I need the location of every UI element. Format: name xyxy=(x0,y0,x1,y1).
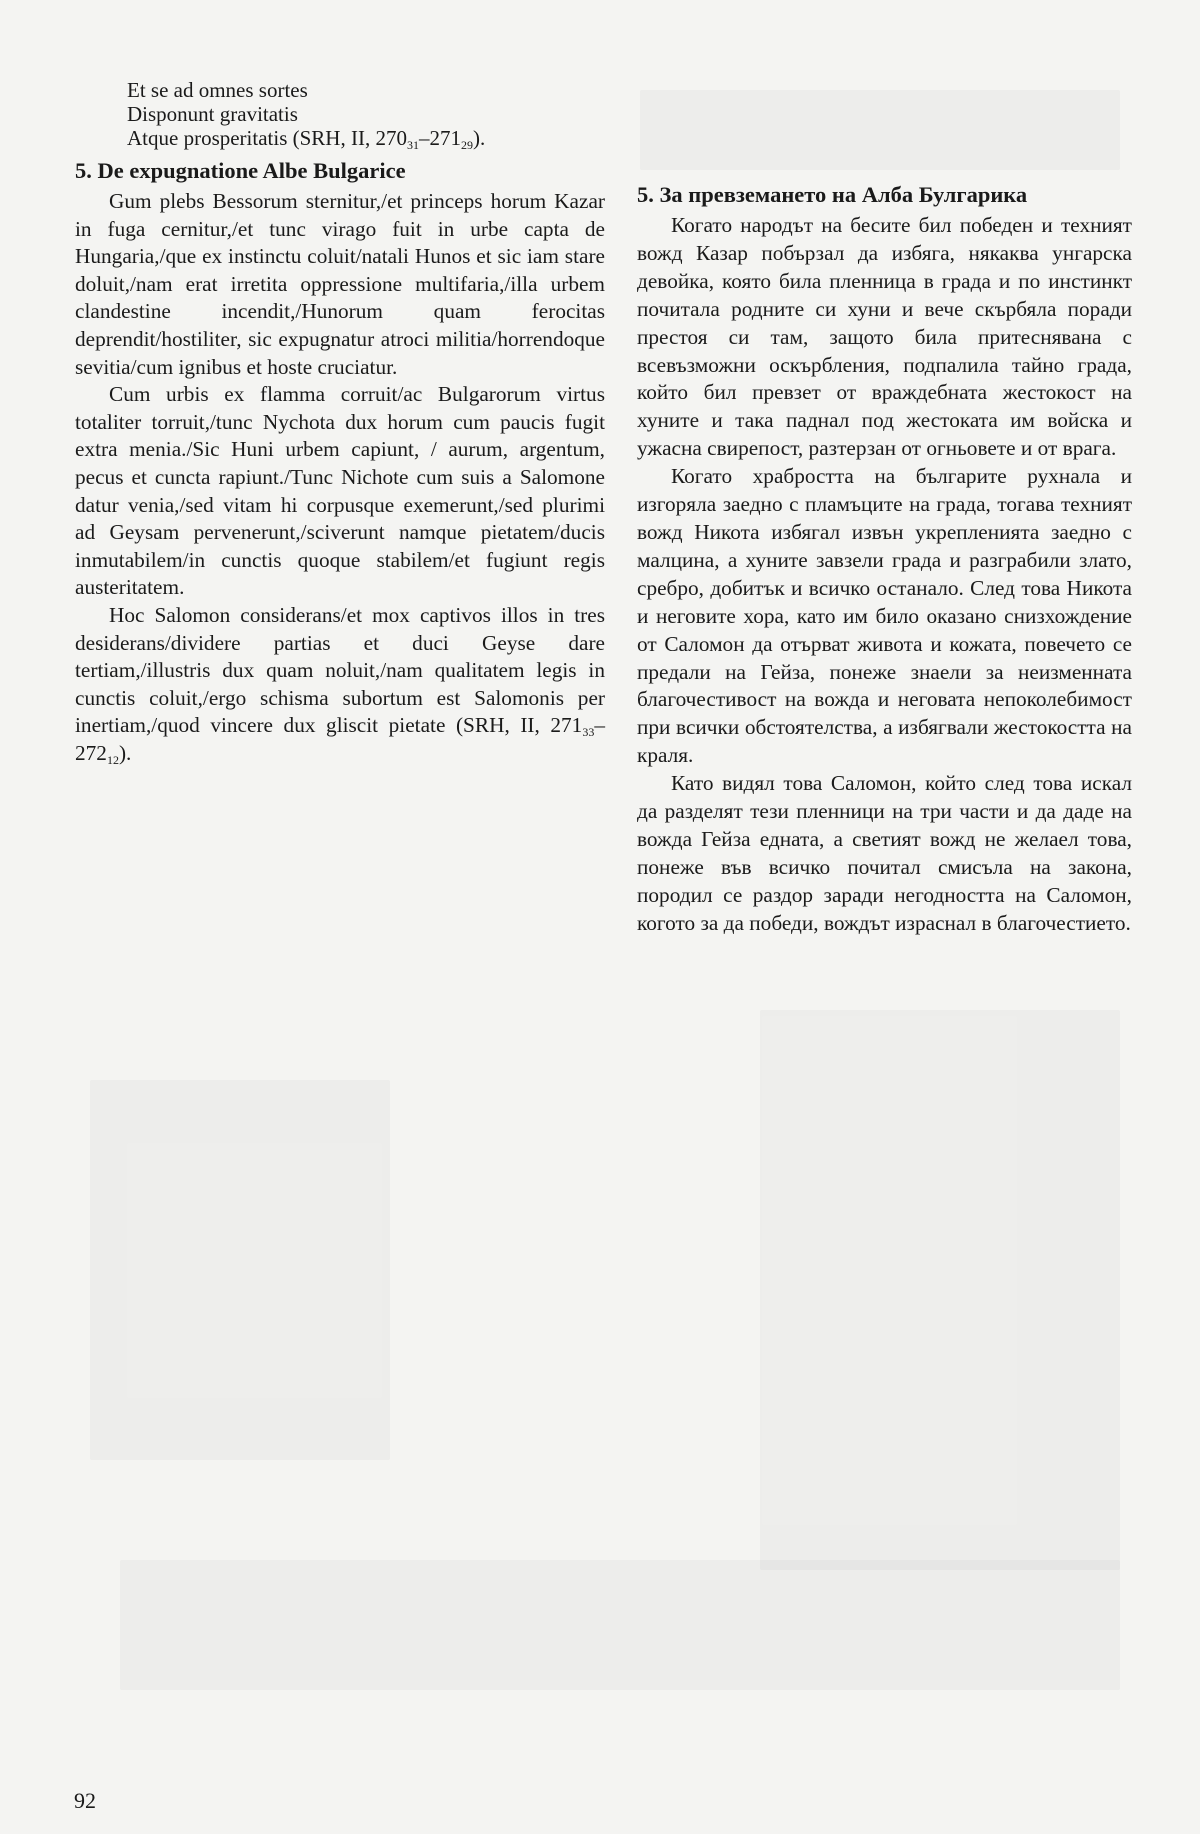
verse-line: Et se ad omnes sortes xyxy=(127,78,308,102)
latin-paragraph-2: Cum urbis ex flamma corruit/ac Bulgarorum virtus totaliter torruit,/tunc Nychota dux horum cum paucis fugit extra menia./Sic Huni urbem capiunt, / aurum, argentum, pecus et cuncta rapiunt./Tunc Nichote cum suis a Salomone datur venia,/sed vitam hi corpusque exemerunt,/sed plurimi ad Geysam pervenerunt,/sciverunt namque pietatem/ducis inmutabilem/in cunctis quoque stabilem/et fugiunt regis austeritatem. xyxy=(75,382,605,600)
latin-p3-end: ). xyxy=(118,740,132,765)
verse-line xyxy=(127,126,605,150)
verse-dash: –271 xyxy=(418,126,461,150)
latin-paragraph-3 xyxy=(75,602,605,768)
bleed-through xyxy=(760,1010,1120,1570)
bulgarian-column xyxy=(637,78,1132,938)
verse-sub-1: 31 xyxy=(406,138,419,152)
latin-p3-sub-2: 12 xyxy=(106,752,119,767)
verse-end: ). xyxy=(472,126,486,150)
latin-p3-dash: –272 xyxy=(75,713,605,765)
verse-line-text: Atque prosperitatis (SRH, II, 270 xyxy=(127,126,407,150)
bleed-through xyxy=(90,1080,390,1460)
latin-column xyxy=(75,78,605,767)
page-number: 92 xyxy=(74,1788,96,1813)
latin-p3-text: Hoc Salomon considerans/et mox captivos illos in tres desiderans/dividere partias et duci Geyse dare tertiam,/illustris dux quam noluit,/nam qualitatem legis in cunctis coluit,/ergo schisma subortum est Salomonis per inertiam,/quod vincere dux gliscit pietate (SRH, II, 271 xyxy=(75,602,605,738)
bleed-through xyxy=(120,1560,1120,1690)
bulgarian-heading: 5. За превземането на Алба Булгарика xyxy=(637,182,1028,207)
latin-p3-sub-1: 33 xyxy=(582,725,595,740)
verse-block xyxy=(75,78,605,150)
bulgarian-paragraph-2: Когато храбростта на българите рухнала и изгоряла заедно с пламъците на града, тогава техният вожд Никота избягал извън укрепленията заедно с малцина, а хуните завзели града и разграбили злато, сребро, добитък и всичко останало. След това Никота и неговите хора, като им било оказано снизхождение от Саломон да отърват живота и кожата, повечето се предали на Гейза, понеже знаели за неизменната благочестивост на вожда и неговата непоколебимост при всички обстоятелства, а избягвали жестокостта на краля. xyxy=(637,464,1132,768)
latin-paragraph-1: Gum plebs Bessorum sternitur,/et princeps horum Kazar in fuga cernitur,/et tunc virago fuit in urbe capta de Hungaria,/que ex instinctu coluit/natali Hunos et sic iam stare doluit,/nam erat irretita oppressione multifaria,/illa urbem clandestine incendit,/Hunorum quam ferocitas deprendit/hostiliter, sic expugnatur atroci militia/horrendoque sevitia/cum ignibus et hoste cruciatur. xyxy=(75,189,605,379)
bulgarian-paragraph-1: Когато народът на бесите бил победен и техният вожд Казар побързал да избяга, някаква унгарска девойка, която била пленница в града и по инстинкт почитала родните си хуни и вече скърбяла поради престоя си там, защото била притеснявана с всевъзможни оскърбления, подпалила тайно града, който бил превзет от враждебната жестокост на хуните и така паднал под жестоката им войска и ужасна свирепост, разтерзан от огньовете и от врага. xyxy=(637,213,1132,461)
bulgarian-paragraph-3: Като видял това Саломон, който след това искал да разделят тези пленници на три части и да даде на вожда Гейза едната, а светият вожд не желаел това, понеже във всичко почитал смисъла на закона, породил се раздор заради негодността на Саломон, когото за да победи, вождът израснал в благочестието. xyxy=(637,771,1132,935)
verse-line: Disponunt gravitatis xyxy=(127,102,298,126)
verse-sub-2: 29 xyxy=(460,138,473,152)
latin-heading: 5. De expugnatione Albe Bulgarice xyxy=(75,158,406,183)
